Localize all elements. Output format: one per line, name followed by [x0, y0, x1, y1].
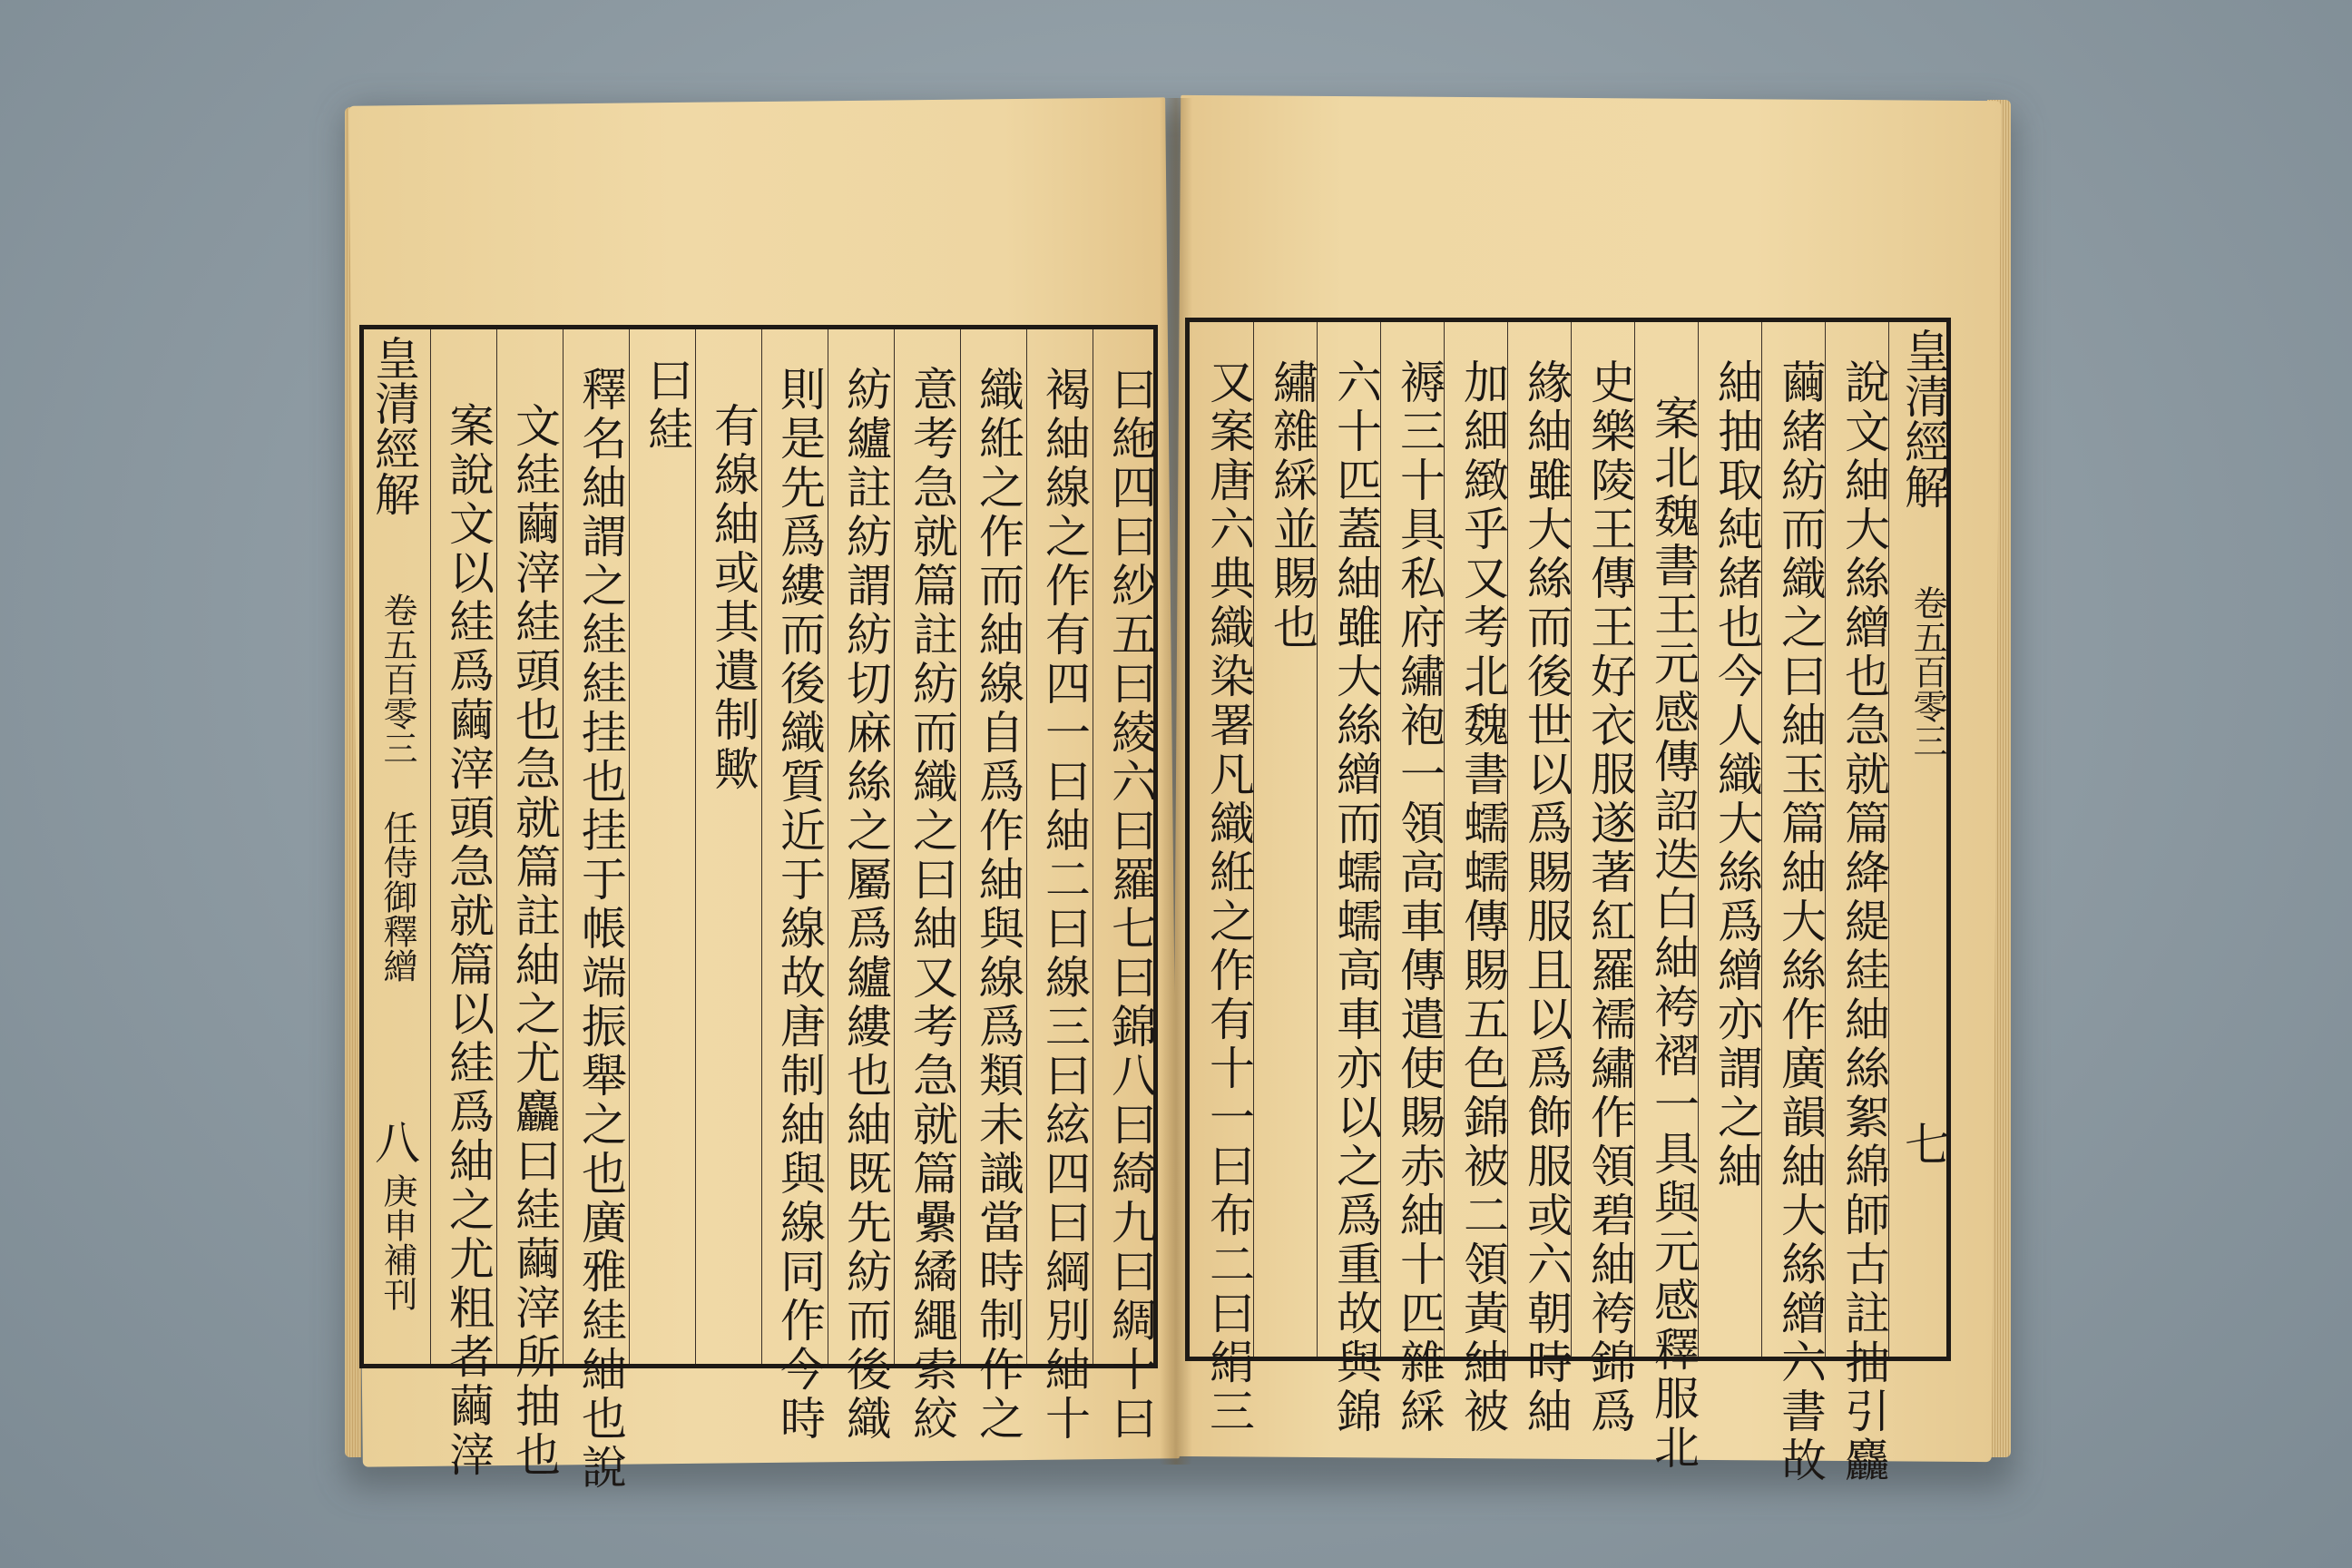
show-through-text — [1270, 127, 1328, 167]
left-text-frame — [359, 325, 1158, 1493]
text-column: 又案唐六典織染署凡織絍之作有十一曰布二曰絹三 — [1202, 358, 1255, 1436]
banxin-volume: 卷五百零三 — [1907, 585, 1947, 758]
column-rule — [761, 329, 762, 1364]
text-column: 加細緻乎又考北魏書蠕蠕傳賜五色錦被二領黃紬被 — [1456, 358, 1509, 1436]
column-rule — [894, 329, 895, 1364]
column-rule — [960, 329, 961, 1364]
text-column: 曰絁四曰紗五曰綾六曰羅七曰錦八曰綺九曰綢十曰 — [1104, 366, 1157, 1444]
text-column: 織絍之作而紬線自爲作紬與線爲類未識當時制作之 — [972, 366, 1024, 1444]
column-rule — [629, 329, 630, 1364]
text-column: 繡雜綵並賜也 — [1266, 358, 1318, 652]
column-rule — [496, 329, 497, 1364]
text-column: 文絓繭滓絓頭也急就篇註紬之尤麤曰絓繭滓所抽也 — [508, 402, 561, 1480]
banxin-title: 皇清經解 — [1897, 328, 1950, 509]
text-column: 史樂陵王傳王好衣服遂著紅羅襦繡作領碧紬袴錦爲 — [1583, 358, 1636, 1436]
banxin-volume: 卷五百零三 — [377, 593, 417, 765]
text-column: 六十匹蓋紬雖大絲繒而蠕蠕高車亦以之爲重故與錦 — [1329, 358, 1382, 1436]
banxin-note: 庚申補刊 — [377, 1173, 417, 1311]
banxin-page-number: 七 — [1897, 1121, 1950, 1166]
banxin-author: 任侍御釋繒 — [377, 810, 417, 983]
text-column: 釋名紬謂之絓絓挂也挂于帳端振舉之也廣雅絓紬也說 — [574, 366, 627, 1493]
text-column: 意考急就篇註紡而織之曰紬又考急就篇纍繘繩索絞 — [906, 366, 958, 1444]
text-column: 則是先爲縷而後織質近于線故唐制紬與線同作今時 — [773, 366, 826, 1444]
banxin-title: 皇清經解 — [368, 335, 420, 516]
column-rule — [695, 329, 696, 1364]
text-column: 緣紬雖大絲而後世以爲賜服且以爲飾服或六朝時紬 — [1520, 358, 1573, 1436]
text-column: 紡纑註紡謂紡切麻絲之屬爲纑縷也紬既先紡而後織 — [839, 366, 892, 1444]
column-rule — [430, 329, 431, 1364]
text-column: 繭緒紡而織之曰紬玉篇紬大絲作廣韻紬大絲繒六書故 — [1774, 358, 1827, 1485]
text-column: 褐紬線之作有四一曰紬二曰線三曰絃四曰綱別紬十 — [1038, 366, 1091, 1444]
text-column: 褥三十具私府繡袍一領高車傳遣使賜赤紬十匹雜綵 — [1393, 358, 1446, 1436]
text-column: 曰絓 — [641, 357, 693, 455]
column-rule — [1026, 329, 1027, 1364]
text-column: 紬抽取純緒也今人織大絲爲繒亦謂之紬 — [1710, 358, 1763, 1191]
text-column: 案北魏書王元感傳詔迭白紬袴褶一具與元感釋服北 — [1647, 395, 1700, 1473]
banxin-page-number: 八 — [368, 1119, 420, 1164]
right-text-frame — [1185, 318, 1951, 1485]
text-column: 有線紬或其遺制歟 — [707, 402, 760, 794]
column-rule — [563, 329, 564, 1364]
text-column: 說文紬大絲繒也急就篇絳緹絓紬絲絮綿師古註抽引麤 — [1838, 358, 1890, 1485]
text-column: 案說文以絓爲繭滓頭急就篇以絓爲紬之尤粗者繭滓 — [442, 402, 495, 1480]
